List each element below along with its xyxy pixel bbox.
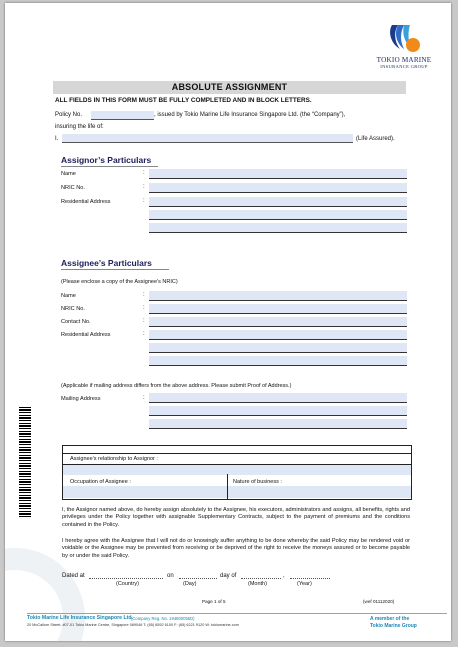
assignor-name-label: Name <box>61 171 76 177</box>
assignee-name-label: Name <box>61 293 76 299</box>
insuring-text: insuring the life of: <box>55 124 104 130</box>
assignor-address-field-2[interactable] <box>149 210 407 220</box>
relationship-row <box>63 453 411 465</box>
year-field[interactable] <box>290 578 330 579</box>
day-caption: (Day) <box>183 581 197 587</box>
footer-divider <box>27 613 447 614</box>
instruction-text: ALL FIELDS IN THIS FORM MUST BE FULLY COMPLETED AND IN BLOCK LETTERS. <box>55 97 312 104</box>
brand-name: TOKIO MARINE <box>376 56 432 64</box>
mailing-note: (Applicable if mailing address differs from the above address. Please submit Proof of Address.) <box>61 383 292 389</box>
life-assured-label: (Life Assured). <box>356 136 395 142</box>
occupation-field[interactable] <box>63 486 227 498</box>
assignee-nric-field[interactable] <box>149 304 407 314</box>
policy-no-label: Policy No. <box>55 112 83 118</box>
assignor-heading-underline <box>61 166 158 167</box>
country-field[interactable] <box>89 578 163 579</box>
footer-address: 20 McCallum Street, #07-01 Tokio Marine Centre, Singapore 069046 T: (65) 6592 6100 F: (65) 6221 9120 W: tokiomarine.com <box>27 623 239 627</box>
assignor-address-label: Residential Address <box>61 199 111 205</box>
assignee-address-field-3[interactable] <box>149 356 407 366</box>
relationship-field[interactable] <box>63 465 411 475</box>
form-version: (wef 01112020) <box>363 599 395 604</box>
business-label: Nature of business : <box>233 479 282 485</box>
company-logo <box>369 21 439 69</box>
assignee-address-label: Residential Address <box>61 332 111 338</box>
assignee-nric-label: NRIC No. <box>61 306 85 312</box>
assignor-address-field-1[interactable] <box>149 197 407 207</box>
on-label: on <box>167 573 174 579</box>
logo-icon <box>386 21 422 55</box>
month-caption: (Month) <box>248 581 267 587</box>
assignor-nric-label: NRIC No. <box>61 185 85 191</box>
form-title: ABSOLUTE ASSIGNMENT <box>53 81 406 94</box>
policy-no-field[interactable] <box>91 111 154 120</box>
colon: : <box>143 331 145 337</box>
assignee-heading: Assignee’s Particulars <box>61 258 152 268</box>
barcode <box>19 407 31 517</box>
assignee-heading-underline <box>61 269 169 270</box>
day-field[interactable] <box>179 578 217 579</box>
form-page <box>5 3 451 641</box>
colon: : <box>143 170 145 176</box>
assignee-contact-label: Contact No. <box>61 319 91 325</box>
assignor-name-field[interactable] <box>149 169 407 179</box>
footer-reg: (Company Reg. No. 194800055D) <box>131 616 195 621</box>
assignee-address-field-1[interactable] <box>149 330 407 340</box>
member-line-2: Tokio Marine Group <box>370 623 417 629</box>
i-label: I. <box>55 136 59 142</box>
assignee-contact-field[interactable] <box>149 317 407 327</box>
relationship-label: Assignee’s relationship to Assignor : <box>70 456 158 462</box>
month-field[interactable] <box>241 578 281 579</box>
background-swoosh <box>5 548 85 641</box>
mailing-address-field-3[interactable] <box>149 419 407 429</box>
colon: : <box>143 318 145 324</box>
country-caption: (Country) <box>116 581 139 587</box>
mailing-address-field-1[interactable] <box>149 393 407 403</box>
colon: : <box>143 198 145 204</box>
brand-group: INSURANCE GROUP <box>380 64 428 69</box>
assignor-nric-field[interactable] <box>149 183 407 193</box>
footer-company: Tokio Marine Life Insurance Singapore Ltd. <box>27 615 133 621</box>
issued-by-text: , issued by Tokio Marine Life Insurance Singapore Ltd. (the “Company”), <box>154 112 346 118</box>
business-field[interactable] <box>228 486 411 498</box>
colon: : <box>143 395 145 401</box>
member-line-1: A member of the <box>370 616 410 622</box>
colon: : <box>143 184 145 190</box>
assignee-note: (Please enclose a copy of the Assignee’s NRIC) <box>61 279 178 285</box>
comma: , <box>283 573 285 579</box>
occupation-label: Occupation of Assignee : <box>70 479 131 485</box>
day-of-label: day of <box>220 573 237 579</box>
year-caption: (Year) <box>297 581 312 587</box>
relationship-box <box>62 445 412 500</box>
declaration-para-1: I, the Assignor named above, do hereby assign absolutely to the Assignee, his executors, administrators and assigns, all benefits, rights and privileges under the Policy together with assignable Supplementary Contracts, subject to the payment of premiums and the conditions contained in the Policy. <box>62 507 410 528</box>
colon: : <box>143 292 145 298</box>
mailing-address-label: Mailing Address <box>61 396 101 402</box>
assignee-name-field[interactable] <box>149 291 407 301</box>
life-assured-field[interactable] <box>62 134 353 143</box>
declaration-para-2: I hereby agree with the Assignee that I will not do or knowingly suffer anything to be done whereby the said Policy may be rendered void or voidable or the Assignee may be prevented from receiving or be deprived of the right to receive the moneys assured or to become payable by or under the said Policy. <box>62 538 410 559</box>
dated-at-label: Dated at <box>62 573 85 579</box>
assignee-address-field-2[interactable] <box>149 343 407 353</box>
colon: : <box>143 305 145 311</box>
assignor-heading: Assignor’s Particulars <box>61 155 152 165</box>
page-number: Page 1 of 5 <box>202 599 226 604</box>
mailing-address-field-2[interactable] <box>149 406 407 416</box>
assignor-address-field-3[interactable] <box>149 223 407 233</box>
